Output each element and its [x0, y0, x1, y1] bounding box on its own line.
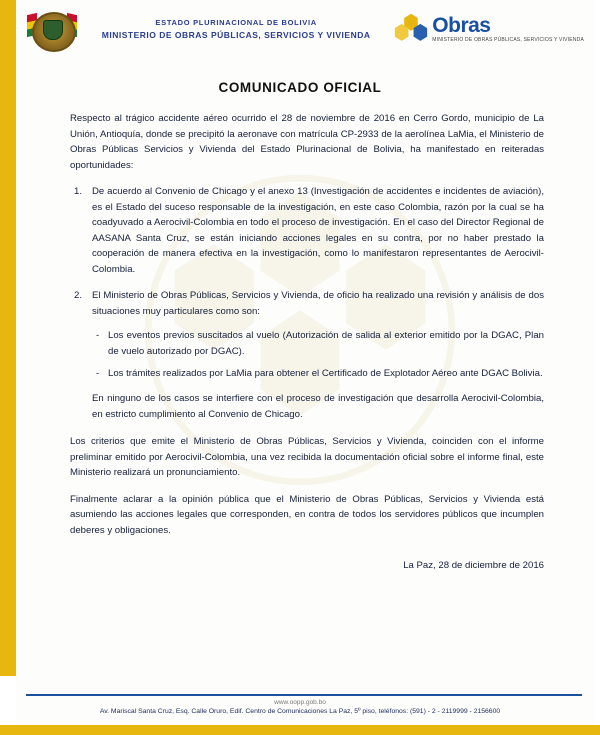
numbered-list: [70, 184, 544, 422]
list-item: De acuerdo al Convenio de Chicago y el anexo 13 (Investigación de accidentes e incidentes de aviación), es el Estado del suceso responsable de la investigación, en este caso Colombia, razón por la cual se ha coadyuvado a Aerocivil-Colombia en todo el proceso de investigación. En el caso del Director Regional de AASANA Santa Cruz, se están iniciando acciones legales en su contra, por no haber prestado la cooperación de manera efectiva en la investigación, como lo manifestaron representantes de Aerocivil-Colombia.: [92, 186, 544, 275]
right-margin: [595, 0, 600, 735]
obras-logo-text: [432, 15, 584, 43]
document-body: [0, 111, 600, 538]
obras-logo-subtitle: MINISTERIO DE OBRAS PÚBLICAS, SERVICIOS Y VIVIENDA: [432, 37, 584, 43]
intro-paragraph: Respecto al trágico accidente aéreo ocurrido el 28 de noviembre de 2016 en Cerro Gordo, municipio de La Unión, Antioquía, donde se precipitó la aeronave con matrícula CP-2933 de la aerolínea LaMia, el Ministerio de Obras Públicas Servicios y Vivienda del Estado Plurinacional de Bolivia, ha manifestado en reiteradas oportunidades:: [70, 113, 544, 171]
sub-closing-paragraph: En ninguno de los casos se interfiere con el proceso de investigación que desarrolla Aerocivil-Colombia, en estricto cumplimiento al Convenio de Chicago.: [92, 392, 544, 420]
footer-address: Av. Mariscal Santa Cruz, Esq. Calle Oruro, Edif. Centro de Comunicaciones La Paz, 5º piso, teléfonos: (591) - 2 - 2119999 - 2156600: [99, 707, 501, 715]
list-item-text: El Ministerio de Obras Públicas, Servicios y Vivienda, de oficio ha realizado una revisión y análisis de dos situaciones muy particulares como son:: [92, 290, 544, 317]
obras-logo: [394, 8, 588, 46]
header-line-state: ESTADO PLURINACIONAL DE BOLIVIA: [155, 18, 317, 27]
left-decorative-bar: [0, 0, 16, 735]
paragraph-criteria: Los criterios que emite el Ministerio de Obras Públicas, Servicios y Vivienda, coinciden con el informe preliminar emitido por Aerocivil-Colombia, una vez recibida la documentación oficial sobre el informe final, este Ministerio realizará un pronunciamiento.: [70, 436, 544, 479]
hexagon-cluster-icon: [394, 12, 428, 46]
date-line: La Paz, 28 de diciembre de 2016: [403, 560, 544, 572]
footer-color-band: [0, 725, 600, 735]
document-footer: [0, 694, 600, 735]
footer-divider: [26, 694, 582, 696]
sub-list: [92, 328, 544, 382]
document-header: [0, 0, 600, 68]
sub-list-item: - Los trámites realizados por LaMia para obtener el Certificado de Explotador Aéreo ante DGAC Bolivia.: [108, 366, 544, 382]
header-line-ministry: MINISTERIO DE OBRAS PÚBLICAS, SERVICIOS Y VIVIENDA: [101, 30, 371, 40]
obras-logo-word: Obras: [432, 14, 491, 37]
bolivia-coat-of-arms-icon: [26, 8, 78, 52]
paragraph-final: Finalmente aclarar a la opinión pública que el Ministerio de Obras Públicas, Servicios y Vivienda está asumiendo las acciones legales que corresponden, en contra de todos los servidores públicos que incumplen deberes y obligaciones.: [70, 493, 544, 536]
list-item: [92, 288, 544, 422]
page-title: COMUNICADO OFICIAL: [218, 80, 382, 95]
footer-website[interactable]: www.oopp.gob.bo: [274, 698, 326, 706]
header-titles: [78, 8, 394, 40]
sub-list-item: - Los eventos previos suscitados al vuelo (Autorización de salida al exterior emitido por la DGAC, Plan de vuelo autorizado por DGAC).: [108, 328, 544, 359]
